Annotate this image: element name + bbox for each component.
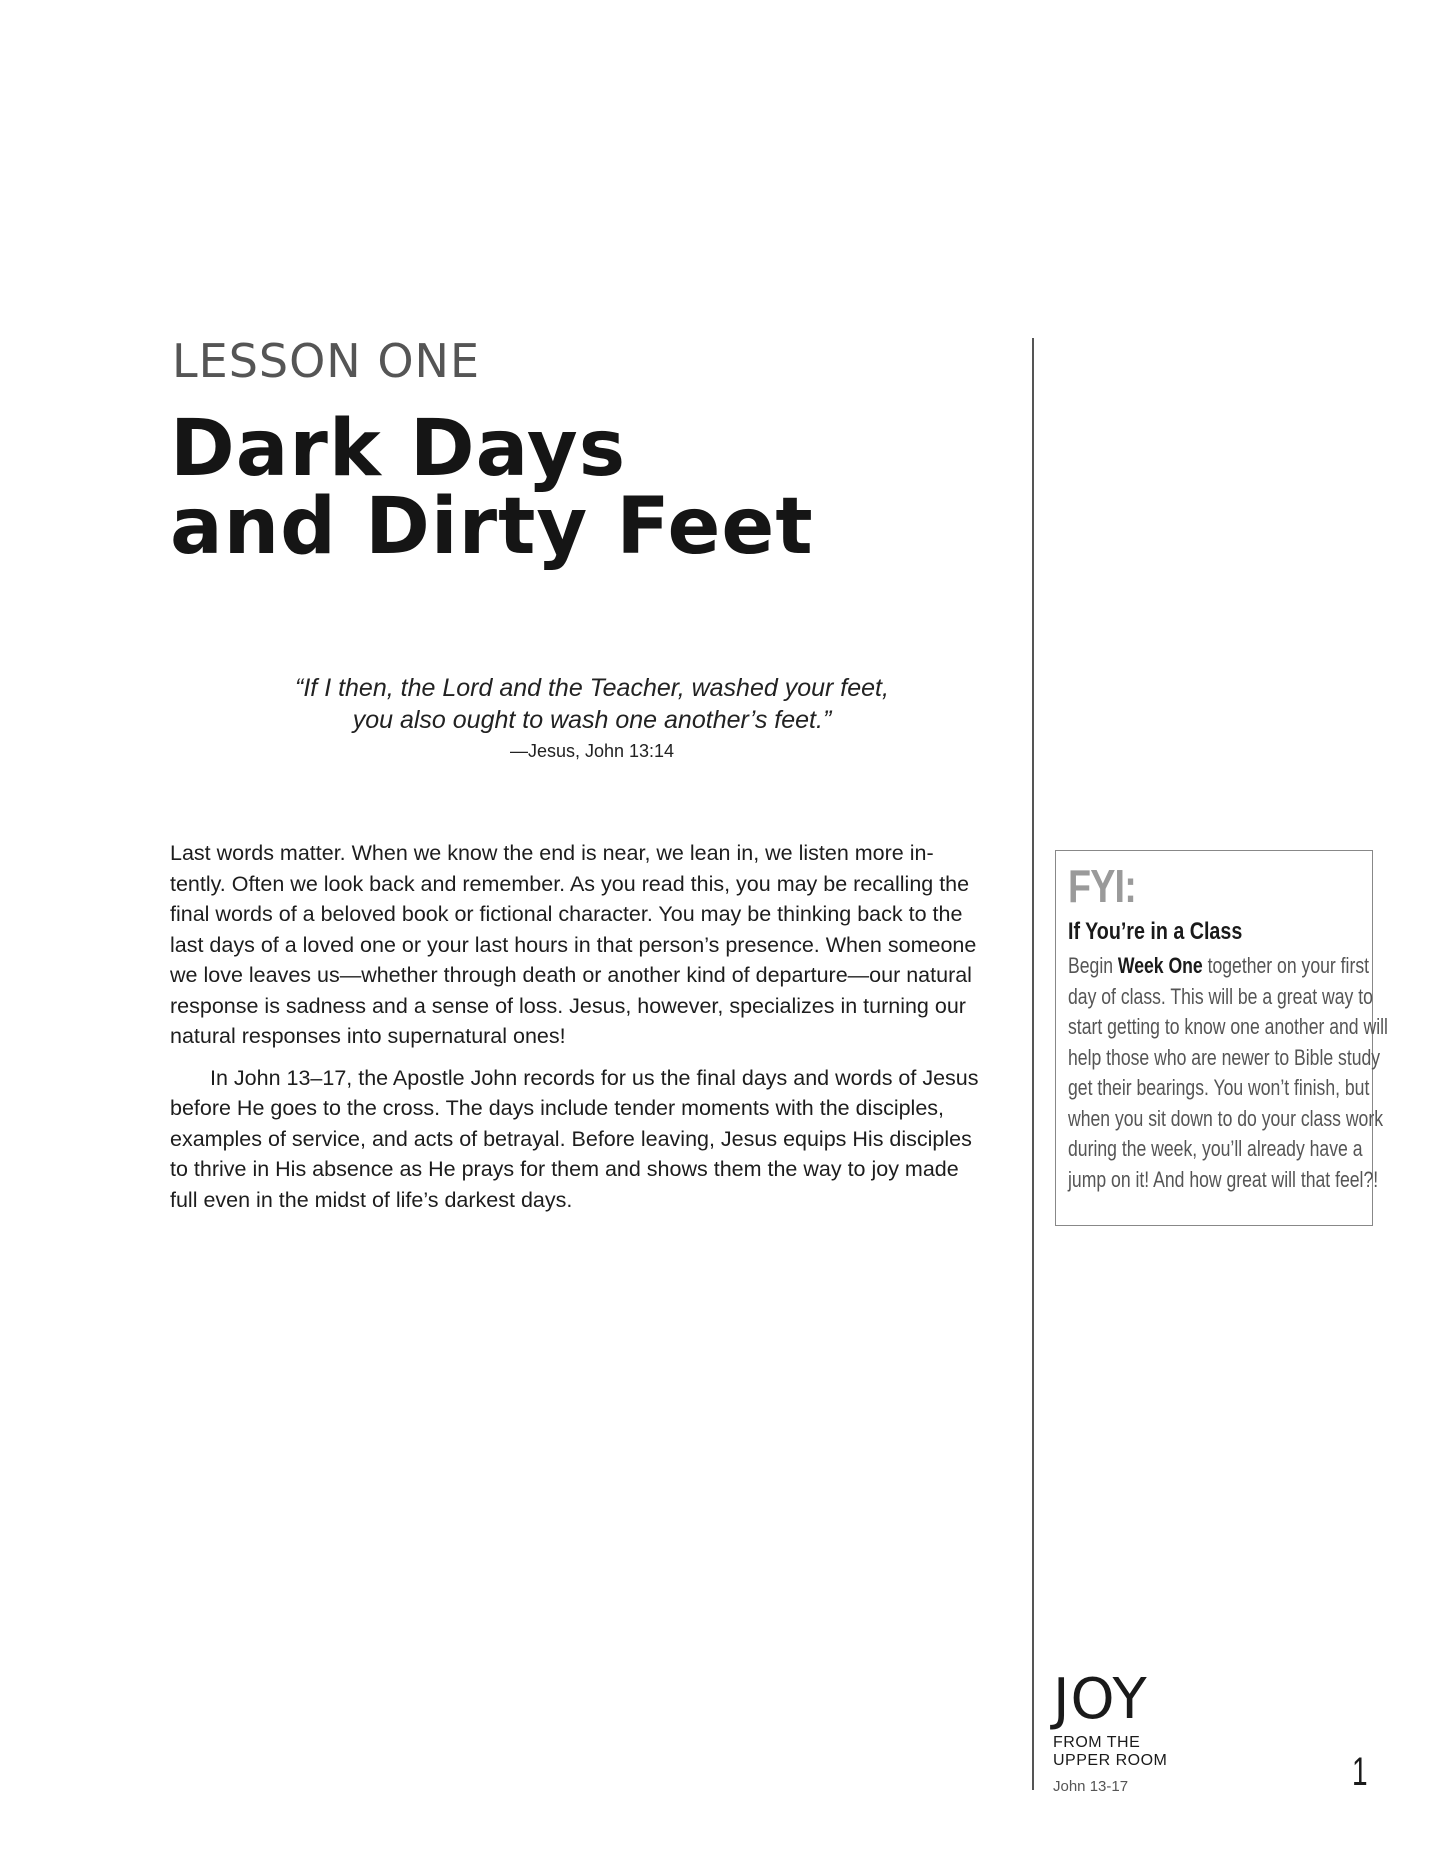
fyi-text: together on your first [1202, 953, 1370, 978]
logo-word: JOY [1053, 1667, 1148, 1732]
fyi-line: when you sit down to do your class work [1068, 1105, 1383, 1131]
text-line: to thrive in His absence as He prays for them and shows them the way to joy made [170, 1157, 959, 1181]
series-logo [1053, 1667, 1168, 1796]
fyi-line: help those who are newer to Bible study [1068, 1044, 1381, 1070]
text-line: we love leaves us—whether through death or another kind of departure—our natural [170, 963, 972, 987]
quote-attribution: —Jesus, John 13:14 [509, 741, 675, 761]
page-title [170, 404, 814, 572]
logo-reference: John 13-17 [1053, 1778, 1129, 1795]
lesson-label: LESSON ONE [172, 334, 481, 388]
fyi-line: get their bearings. You won’t finish, but [1068, 1075, 1370, 1100]
text-line: examples of service, and acts of betrayal. Before leaving, Jesus equips His disciples [170, 1126, 972, 1151]
body-text [170, 838, 1020, 1215]
quote-line: “If I then, the Lord and the Teacher, washed your feet, [295, 674, 889, 702]
fyi-text: Begin [1068, 953, 1118, 978]
fyi-emphasis: Week One [1117, 953, 1203, 978]
text-line: before He goes to the cross. The days include tender moments with the disciples, [170, 1096, 945, 1120]
text-line: tently. Often we look back and remember. As you read this, you may be recalling the [170, 871, 970, 896]
fyi-line: start getting to know one another and will [1068, 1014, 1388, 1039]
text-line: In John 13–17, the Apostle John records for us the final days and words of Jesus [210, 1065, 979, 1090]
text-line: Last words matter. When we know the end is near, we lean in, we listen more in- [170, 841, 934, 865]
fyi-body [1068, 951, 1388, 1195]
fyi-line: during the week, you’ll already have a [1068, 1136, 1363, 1161]
page-number: 1 [1352, 1750, 1368, 1794]
logo-subtitle [1053, 1734, 1167, 1770]
logo-sub-line: UPPER ROOM [1053, 1752, 1168, 1769]
fyi-sidebar-box [1055, 850, 1388, 1226]
column-divider [1032, 338, 1034, 1790]
text-line: last days of a loved one or your last hours in that person’s presence. When someone [170, 932, 977, 957]
paragraph-2 [170, 1063, 1020, 1216]
fyi-heading: FYI: [1068, 860, 1136, 912]
scripture-quote [172, 672, 1012, 764]
title-line: and Dirty Feet [170, 482, 814, 572]
paragraph-1 [170, 838, 1020, 1052]
text-line: natural responses into supernatural ones! [170, 1024, 566, 1048]
fyi-line: day of class. This will be a great way to [1068, 983, 1373, 1009]
text-line: full even in the midst of life’s darkest days. [170, 1187, 573, 1212]
quote-line: you also ought to wash one another’s feet.” [352, 706, 832, 734]
fyi-line: jump on it! And how great will that feel?! [1068, 1166, 1379, 1192]
fyi-line [1068, 951, 1370, 982]
text-line: final words of a beloved book or fictional character. You may be thinking back to the [170, 902, 963, 926]
text-line: response is sadness and a sense of loss. Jesus, however, specializes in turning our [170, 993, 966, 1018]
title-line: Dark Days [170, 404, 627, 494]
logo-sub-line: FROM THE [1053, 1734, 1141, 1751]
fyi-subheading: If You’re in a Class [1068, 918, 1243, 945]
